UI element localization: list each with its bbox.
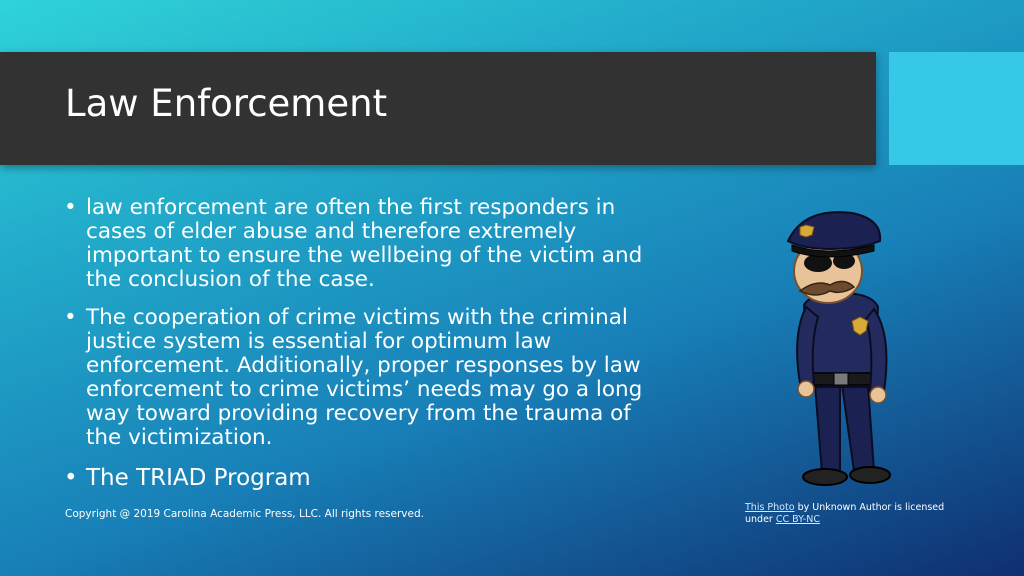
bullet-item: • law enforcement are often the first responders in cases of elder abuse and therefore extremely important to ensure the wellbeing of the victim and the conclusion of the case. bbox=[62, 196, 672, 292]
license-link[interactable]: CC BY-NC bbox=[775, 514, 820, 525]
credit-text: by Unknown Author is licensed under bbox=[745, 502, 945, 525]
copyright-footer: Copyright @ 2019 Carolina Academic Press, LLC. All rights reserved. bbox=[65, 508, 424, 520]
bullet-item: • The TRIAD Program bbox=[62, 464, 672, 492]
slide-title: Law Enforcement bbox=[65, 82, 388, 125]
police-officer-image bbox=[770, 205, 920, 490]
image-credit bbox=[745, 502, 945, 526]
accent-box bbox=[889, 52, 1024, 165]
slide-content bbox=[62, 196, 672, 506]
photo-link[interactable]: This Photo bbox=[745, 502, 795, 513]
bullet-item: • The cooperation of crime victims with the criminal justice system is essential for optimum law enforcement. Additionally, proper responses by law enforcement to crime victims’ needs may go a long way toward providing recovery from the trauma of the victimization. bbox=[62, 306, 672, 450]
